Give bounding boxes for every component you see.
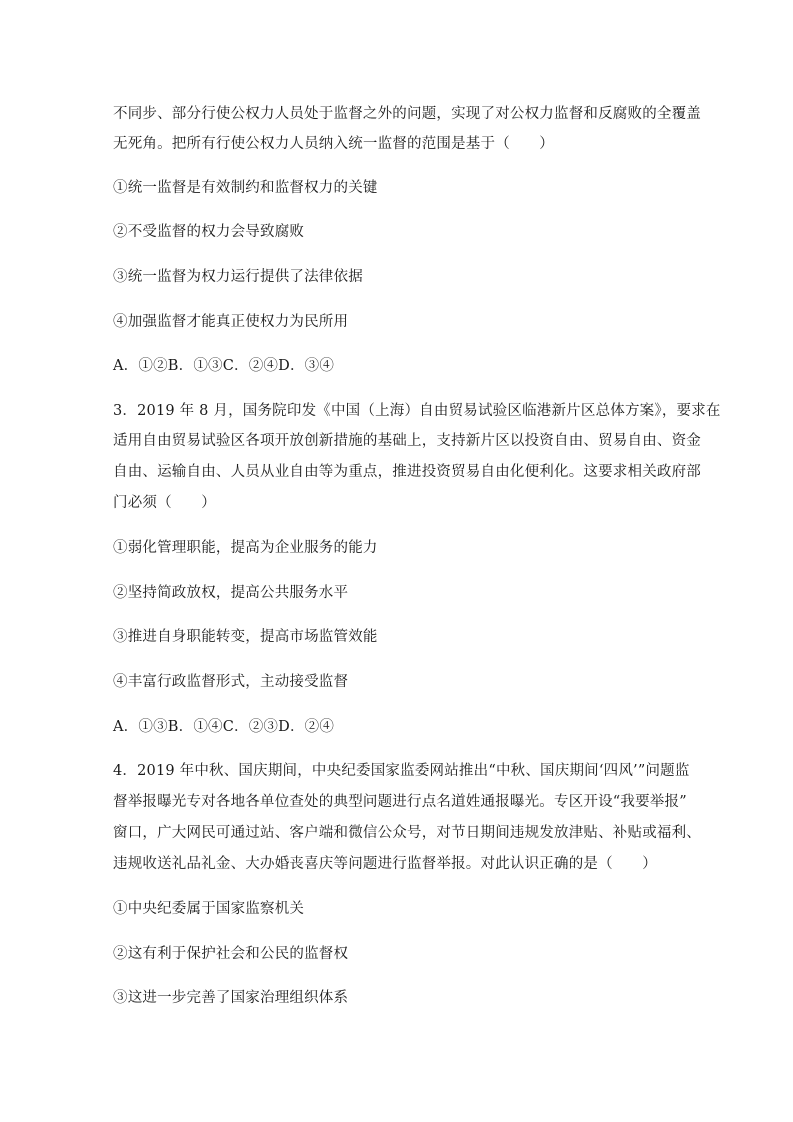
q2-option-1: ①统一监督是有效制约和监督权力的关键: [113, 180, 378, 196]
q4-option-3: ③这进一步完善了国家治理组织体系: [113, 990, 349, 1006]
q3-choices: A．①③B．①④C．②③D．②④: [113, 719, 335, 735]
q3-option-2: ②坚持简政放权，提高公共服务水平: [113, 585, 349, 601]
q3-stem-line-3: 自由、运输自由、人员从业自由等为重点，推进投资贸易自由化便利化。这要求相关政府部: [113, 464, 701, 480]
q4-stem-line-1: 4．2019 年中秋、国庆期间，中央纪委国家监委网站推出“中秋、国庆期间‘四风’”问题监: [113, 763, 690, 779]
q3-option-3: ③推进自身职能转变，提高市场监管效能: [113, 629, 378, 645]
q4-option-2: ②这有利于保护社会和公民的监督权: [113, 946, 349, 962]
q3-stem-line-2: 适用自由贸易试验区各项开放创新措施的基础上，支持新片区以投资自由、贸易自由、资金: [113, 433, 701, 449]
q2-stem-line-1: 不同步、部分行使公权力人员处于监督之外的问题，实现了对公权力监督和反腐败的全覆盖: [113, 106, 701, 122]
q2-option-3: ③统一监督为权力运行提供了法律依据: [113, 269, 363, 285]
q2-choices: A．①②B．①③C．②④D．③④: [113, 358, 335, 374]
q3-stem-line-4: 门必须（ ）: [113, 495, 216, 511]
q4-stem-line-3: 窗口，广大网民可通过站、客户端和微信公众号，对节日期间违规发放津贴、补贴或福利、: [113, 825, 701, 841]
q4-stem-line-2: 督举报曝光专对各地各单位查处的典型问题进行点名道姓通报曝光。专区开设“我要举报”: [113, 794, 687, 810]
q2-option-2: ②不受监督的权力会导致腐败: [113, 224, 305, 240]
q3-stem-line-1: 3．2019 年 8 月，国务院印发《中国（上海）自由贸易试验区临港新片区总体方案》，要求在: [113, 403, 721, 419]
q3-option-1: ①弱化管理职能，提高为企业服务的能力: [113, 540, 378, 556]
q4-stem-line-4: 违规收送礼品礼金、大办婚丧喜庆等问题进行监督举报。对此认识正确的是（ ）: [113, 856, 657, 872]
q2-option-4: ④加强监督才能真正使权力为民所用: [113, 314, 349, 330]
q4-option-1: ①中央纪委属于国家监察机关: [113, 901, 305, 917]
q3-option-4: ④丰富行政监督形式，主动接受监督: [113, 674, 349, 690]
q2-stem-line-2: 无死角。把所有行使公权力人员纳入统一监督的范围是基于（ ）: [113, 136, 554, 152]
